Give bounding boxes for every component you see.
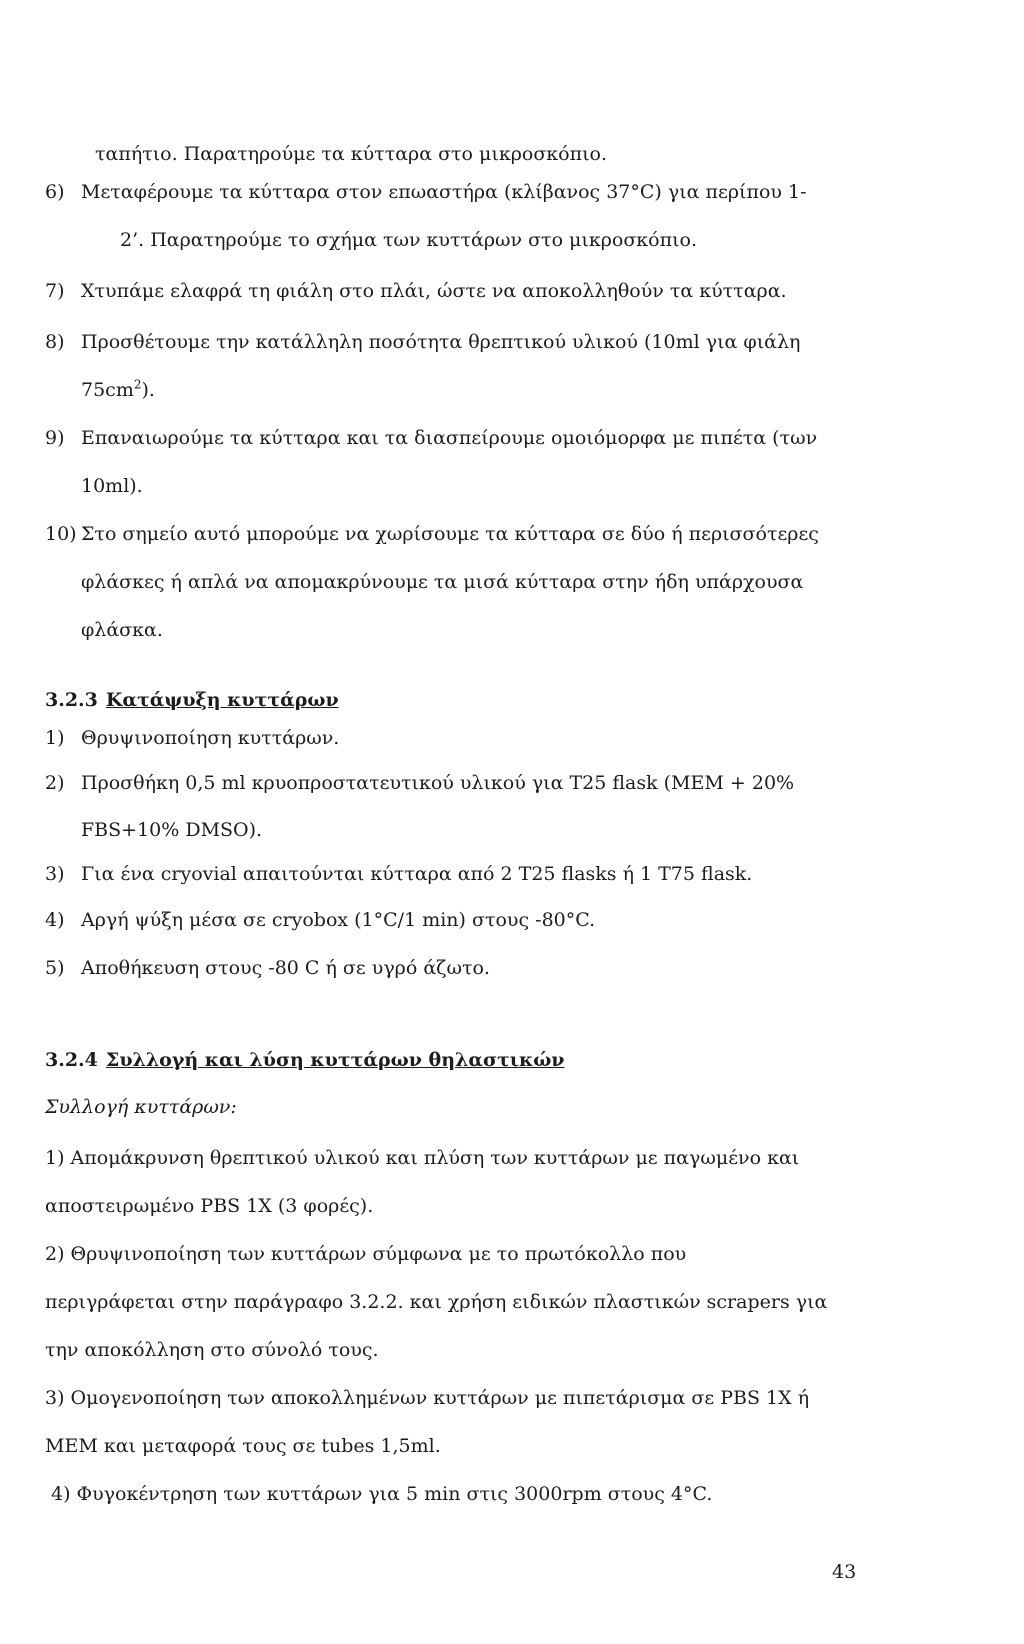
text-line: MEM και μεταφορά τους σε tubes 1,5ml. xyxy=(45,1435,441,1457)
section-title: Κατάψυξη κυττάρων xyxy=(105,689,339,711)
text-line: 10ml). xyxy=(81,475,143,497)
text-line: την αποκόλληση στο σύνολό τους. xyxy=(45,1339,379,1361)
list-text: Επαναιωρούμε τα κύτταρα και τα διασπείρουμε ομοιόμορφα με πιπέτα (των xyxy=(81,427,818,449)
list-number: 8) xyxy=(45,331,65,353)
list-number: 4) xyxy=(45,909,65,931)
text-line: φλάσκες ή απλά να απομακρύνουμε τα μισά κύτταρα στην ήδη υπάρχουσα xyxy=(81,571,804,593)
section-title: Συλλογή και λύση κυττάρων θηλαστικών xyxy=(105,1049,565,1071)
text-line: 2’. Παρατηρούμε το σχήμα των κυττάρων στο μικροσκόπιο. xyxy=(120,229,698,251)
list-text: Για ένα cryovial απαιτούνται κύτταρα από 2 T25 flasks ή 1 T75 flask. xyxy=(81,863,753,885)
list-number: 2) xyxy=(45,772,65,794)
text-line: φλάσκα. xyxy=(81,619,163,641)
list-text: Προσθέτουμε την κατάλληλη ποσότητα θρεπτικού υλικού (10ml για φιάλη xyxy=(81,331,801,353)
page-number: 43 xyxy=(832,1561,857,1583)
list-text: Αργή ψύξη μέσα σε cryobox (1°C/1 min) στους -80°C. xyxy=(81,909,596,931)
text-line xyxy=(81,378,155,402)
text-line: ταπήτιο. Παρατηρούμε τα κύτταρα στο μικροσκόπιο. xyxy=(95,143,608,165)
list-text: Μεταφέρουμε τα κύτταρα στον επωαστήρα (κλίβανος 37°C) για περίπου 1- xyxy=(81,181,807,203)
list-text: Χτυπάμε ελαφρά τη φιάλη στο πλάι, ώστε να αποκολληθούν τα κύτταρα. xyxy=(81,280,787,302)
superscript: 2 xyxy=(133,377,142,392)
section-number: 3.2.4 xyxy=(45,1049,98,1071)
text-line: περιγράφεται στην παράγραφο 3.2.2. και χρήση ειδικών πλαστικών scrapers για xyxy=(45,1291,828,1313)
list-text: Στο σημείο αυτό μπορούμε να χωρίσουμε τα κύτταρα σε δύο ή περισσότερες xyxy=(81,523,819,545)
list-number: 6) xyxy=(45,181,65,203)
text-run: ). xyxy=(141,379,155,401)
section-number: 3.2.3 xyxy=(45,689,98,711)
list-number: 5) xyxy=(45,957,65,979)
text-line: 2) Θρυψινοποίηση των κυττάρων σύμφωνα με το πρωτόκολλο που xyxy=(45,1243,687,1265)
text-line: 3) Ομογενοποίηση των αποκολλημένων κυττάρων με πιπετάρισμα σε PBS 1X ή xyxy=(45,1387,810,1409)
list-text: Αποθήκευση στους -80 C ή σε υγρό άζωτο. xyxy=(81,957,490,979)
list-number: 7) xyxy=(45,280,65,302)
text-line: αποστειρωμένο PBS 1X (3 φορές). xyxy=(45,1195,374,1217)
list-text: Θρυψινοποίηση κυττάρων. xyxy=(81,727,340,749)
text-line: 4) Φυγοκέντρηση των κυττάρων για 5 min στις 3000rpm στους 4°C. xyxy=(51,1483,713,1505)
list-number: 3) xyxy=(45,863,65,885)
list-number: 10) xyxy=(45,523,77,545)
section-heading xyxy=(45,688,339,712)
text-run: 75cm xyxy=(81,379,134,401)
list-number: 1) xyxy=(45,727,65,749)
subsection-label: Συλλογή κυττάρων: xyxy=(45,1096,237,1118)
text-line: FBS+10% DMSO). xyxy=(81,819,263,841)
section-heading xyxy=(45,1048,564,1072)
text-line: 1) Απομάκρυνση θρεπτικού υλικού και πλύση των κυττάρων με παγωμένο και xyxy=(45,1147,800,1169)
list-text: Προσθήκη 0,5 ml κρυοπροστατευτικού υλικού για T25 flask (MEM + 20% xyxy=(81,772,795,794)
list-number: 9) xyxy=(45,427,65,449)
